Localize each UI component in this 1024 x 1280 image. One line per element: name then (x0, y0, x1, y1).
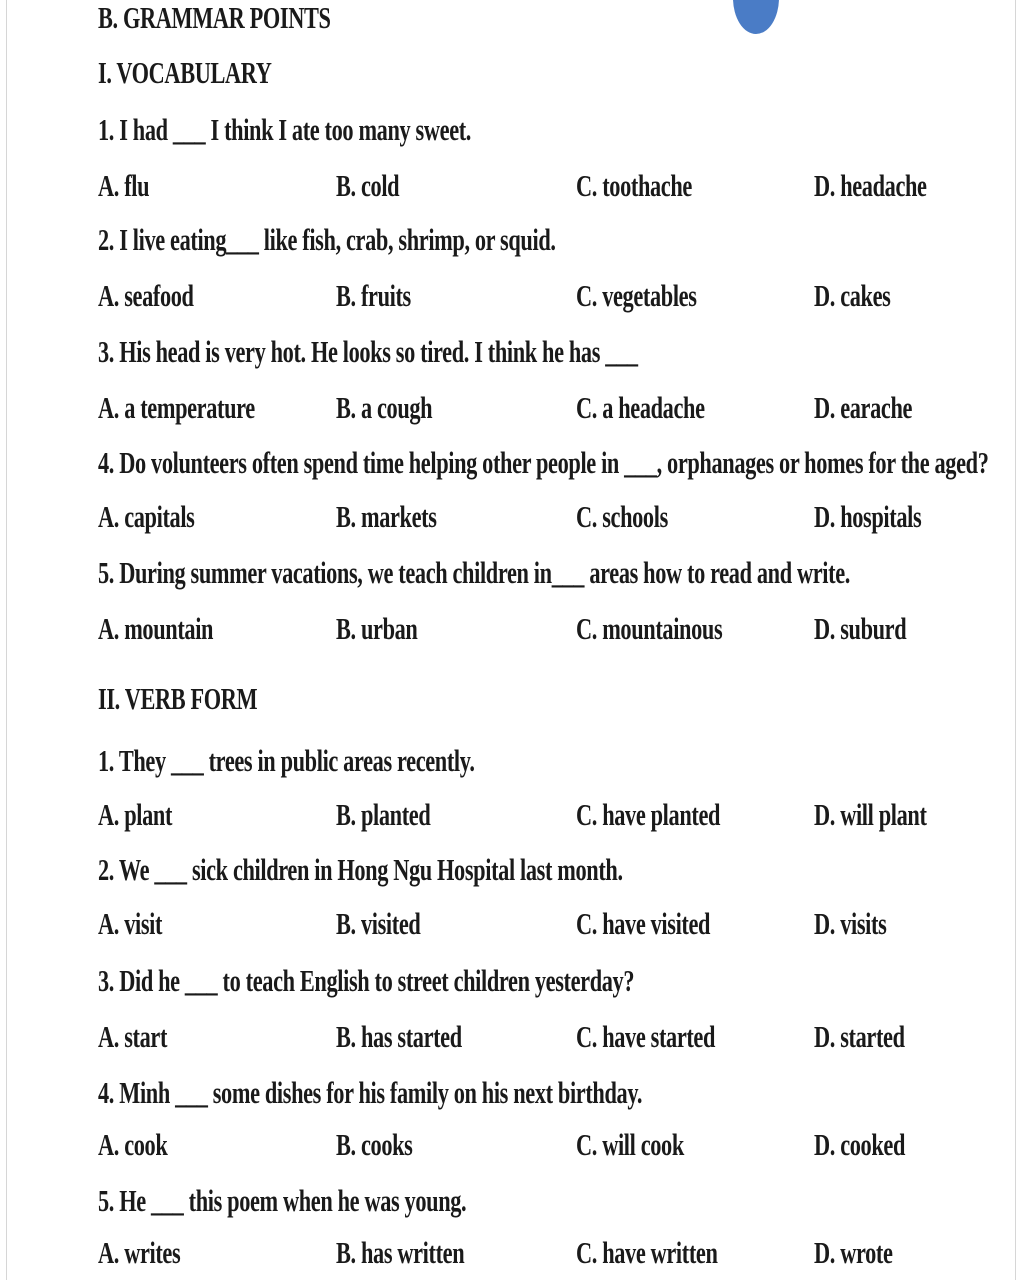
option-a: A. cook (98, 1127, 168, 1162)
question-text: 1. I had ___ I think I ate too many sweet. (98, 112, 472, 147)
question-text: 4. Minh ___ some dishes for his family on his next birthday. (98, 1075, 643, 1110)
option-c: C. have planted (576, 797, 721, 832)
option-a: A. visit (98, 906, 163, 941)
option-c: C. vegetables (576, 278, 697, 313)
option-b: B. planted (336, 797, 431, 832)
option-b: B. has started (336, 1019, 462, 1054)
option-a: A. writes (98, 1235, 181, 1270)
question-text: 5. He ___ this poem when he was young. (98, 1183, 467, 1218)
question-text: 3. Did he ___ to teach English to street children yesterday? (98, 963, 635, 998)
option-a: A. start (98, 1019, 168, 1054)
option-c: C. mountainous (576, 611, 723, 646)
option-d: D. visits (814, 906, 887, 941)
question-text: 2. I live eating___ like fish, crab, shrimp, or squid. (98, 222, 556, 257)
cut-off-header: B. GRAMMAR POINTS (98, 0, 331, 35)
option-d: D. will plant (814, 797, 927, 832)
option-d: D. suburd (814, 611, 907, 646)
question-text: 5. During summer vacations, we teach children in___ areas how to read and write. (98, 555, 850, 590)
option-b: B. fruits (336, 278, 411, 313)
option-d: D. hospitals (814, 499, 922, 534)
option-d: D. cakes (814, 278, 891, 313)
option-b: B. has written (336, 1235, 465, 1270)
option-d: D. wrote (814, 1235, 893, 1270)
option-b: B. a cough (336, 390, 433, 425)
option-d: D. started (814, 1019, 905, 1054)
option-b: B. visited (336, 906, 421, 941)
option-a: A. a temperature (98, 390, 255, 425)
option-b: B. cold (336, 168, 400, 203)
option-a: A. seafood (98, 278, 194, 313)
option-c: C. have visited (576, 906, 711, 941)
option-d: D. earache (814, 390, 913, 425)
option-d: D. cooked (814, 1127, 906, 1162)
option-b: B. urban (336, 611, 418, 646)
option-a: A. mountain (98, 611, 214, 646)
option-d: D. headache (814, 168, 927, 203)
option-c: C. will cook (576, 1127, 684, 1162)
option-c: C. have written (576, 1235, 718, 1270)
section-title-vocabulary: I. VOCABULARY (98, 55, 272, 90)
question-text: 2. We ___ sick children in Hong Ngu Hospital last month. (98, 852, 623, 887)
option-c: C. toothache (576, 168, 692, 203)
option-c: C. a headache (576, 390, 705, 425)
option-c: C. have started (576, 1019, 716, 1054)
option-b: B. markets (336, 499, 437, 534)
option-c: C. schools (576, 499, 668, 534)
option-a: A. flu (98, 168, 150, 203)
option-b: B. cooks (336, 1127, 413, 1162)
question-text: 4. Do volunteers often spend time helping other people in ___, orphanages or homes for the aged? (98, 445, 989, 480)
section-title-verb-form: II. VERB FORM (98, 681, 258, 716)
option-a: A. capitals (98, 499, 195, 534)
question-text: 1. They ___ trees in public areas recently. (98, 743, 475, 778)
option-a: A. plant (98, 797, 173, 832)
question-text: 3. His head is very hot. He looks so tired. I think he has ___ (98, 334, 638, 369)
